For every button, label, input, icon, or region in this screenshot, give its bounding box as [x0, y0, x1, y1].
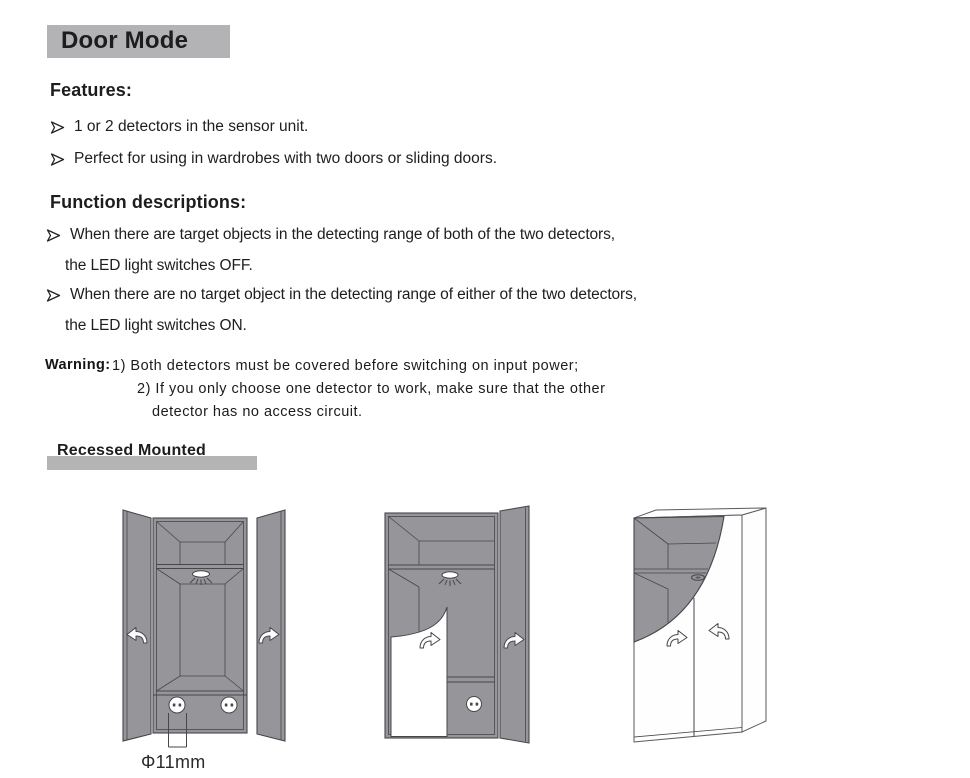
- feature-text: 1 or 2 detectors in the sensor unit.: [74, 118, 309, 135]
- hole-diameter-label: Φ11mm: [141, 752, 206, 772]
- warning-line: 2) If you only choose one detector to work, make sure that the other: [137, 381, 606, 397]
- bullet-arrow-icon: [46, 229, 61, 247]
- features-heading: Features:: [50, 80, 132, 100]
- open-door-left: [123, 510, 151, 741]
- detector-icon: [467, 697, 482, 712]
- feature-item: [50, 118, 308, 139]
- wardrobe-closed-cutaway-diagram: [628, 505, 778, 750]
- warning-line: detector has no access circuit.: [152, 404, 363, 420]
- warning-line: 1) Both detectors must be covered before switching on input power;: [112, 358, 579, 374]
- warning-label: Warning:: [45, 357, 111, 373]
- sensor-icon: [692, 575, 705, 581]
- function-text-line: When there are no target object in the detecting range of either of the two detectors,: [70, 286, 637, 303]
- wardrobe-two-hinged-doors-diagram: [122, 505, 292, 755]
- detector-icon: [221, 697, 237, 713]
- feature-item: [50, 150, 497, 171]
- bullet-arrow-icon: [50, 121, 65, 139]
- open-door-right: [257, 510, 285, 741]
- function-descriptions-heading: Function descriptions:: [50, 192, 247, 212]
- function-text-line: the LED light switches ON.: [65, 317, 247, 334]
- function-text-line: the LED light switches OFF.: [65, 257, 253, 274]
- section-heading: Recessed Mounted: [57, 442, 207, 459]
- open-door-right: [500, 506, 529, 743]
- function-item: [46, 226, 615, 275]
- diagram-row: [0, 490, 970, 778]
- function-item: [46, 286, 637, 335]
- feature-text: Perfect for using in wardrobes with two doors or sliding doors.: [74, 150, 498, 167]
- page-title-text: Door Mode: [61, 27, 189, 54]
- wardrobe-folding-door-diagram: [383, 505, 538, 745]
- function-text-line: When there are target objects in the detecting range of both of the two detectors,: [70, 226, 615, 243]
- page-title: [47, 25, 230, 58]
- bullet-arrow-icon: [50, 153, 65, 171]
- bullet-arrow-icon: [46, 289, 61, 307]
- detector-icon: [169, 697, 185, 713]
- cabinet-side-face: [742, 508, 766, 732]
